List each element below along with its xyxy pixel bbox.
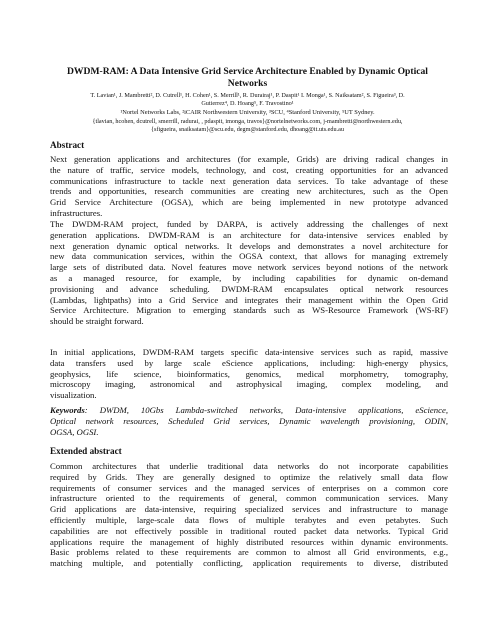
text-line: next generation dynamic optical networks. It develops and demonstrates a novel architecture for — [50, 240, 448, 251]
keywords — [50, 405, 448, 437]
text-line: The DWDM-RAM project, funded by DARPA, is actively addressing the challenges of next — [50, 219, 448, 229]
text-line: large sets of distributed data. Novel features move network services beyond notions of the network — [50, 262, 448, 273]
extended-abstract-heading: Extended abstract — [50, 446, 122, 456]
text-line: Grid Service Architecture (OGSA), which are being implemented in new prototype advanced — [50, 197, 448, 208]
extended-paragraph-1 — [50, 461, 448, 569]
text-line: the nature of traffic, service models, technology, and cost, creating opportunities for an advanced — [50, 164, 448, 175]
title-line-2: Networks — [227, 78, 268, 89]
text-line: trends and opportunities, research communities are creating new architectures, such as the Open — [50, 186, 448, 197]
text-line: infrastructures. — [50, 207, 103, 218]
text-line: communications infrastructure to tackle next generation data services. To take advantage of these — [50, 175, 448, 186]
text-line: applications require the management of highly distributed resources within dynamic environments. — [50, 536, 448, 547]
text-line: generation applications. DWDM-RAM is an architecture for data-intensive services enabled by — [50, 229, 448, 240]
emails-line-1: {tlavian, hcohen, dcutrell, smerrill, radurai, , pdaspit, imonga, travos}@nortelnetworks.com, j-mambretti@northwestern.edu, — [92, 118, 403, 125]
text-line: capabilities are not effectively possible in traditional routed packet data networks. Typical Grid — [50, 525, 448, 536]
text-line: visualization. — [50, 390, 97, 401]
text-line: requirements of consumer services and the managed services of enterprises on a common core — [50, 482, 448, 493]
text-line: Basic problems related to these requirements are common to almost all Grid environments, e.g., — [50, 547, 448, 558]
text-line: Service Architecture. Migration to emerging standards such as WS-Resource Framework (WS-RF) — [50, 305, 448, 316]
text-line: data transfers used by large scale eScience applications, including: high-energy physics, — [50, 357, 448, 368]
author-emails — [40, 118, 455, 133]
text-line: new data communication services, within the OGSA context, that allows for managing extremely — [50, 251, 448, 262]
text-line: Next generation applications and architectures (for example, Grids) are driving radical changes in — [50, 154, 448, 164]
paper-title — [40, 66, 455, 90]
text-line: provisioning and advance scheduling. DWDM-RAM encapsulates optical network resources — [50, 283, 448, 294]
abstract-paragraph-2 — [50, 219, 448, 327]
title-line-1: DWDM-RAM: A Data Intensive Grid Service Architecture Enabled by Dynamic Optical — [67, 66, 428, 77]
affiliations: ¹Nortel Networks Labs, ²iCAIR Northwestern University, ³SCU, ⁴Stanford University, ⁵UT Sydney. — [120, 109, 375, 116]
text-line: geophysics, life science, bioinformatics, genomics, medical morphometry, tomography, — [50, 368, 448, 379]
text-line: Common architectures that underlie traditional data networks do not incorporate capabilities — [50, 461, 448, 471]
text-line: required by Grids. They are generally designed to optimize the relatively small data flow — [50, 471, 448, 482]
authors-line-1: T. Lavian¹, J. Mambretti², D. Cutrell¹, H. Cohen¹, S. Merrill¹, R. Durairaj¹, P. Daspit¹ I. Monga¹, S. Naiksatam², S. Figueira³, D. — [90, 92, 405, 99]
text-line: as a managed resource, for example, by including capabilities for dynamic on-demand — [50, 272, 448, 283]
text-line: infrastructure oriented to the requirements of general, common communication services. Many — [50, 493, 448, 504]
keywords-line-3: OGSA, OGSI. — [50, 426, 99, 437]
author-list — [40, 92, 455, 107]
keywords-label: Keywords — [50, 405, 85, 415]
text-line: microscopy imaging, astronomical and astrophysical imaging, complex modeling, and — [50, 379, 448, 390]
emails-line-2: {sfigueira, snaiksatam}@scu.edu, degm@stanford.edu, dhoang@it.uts.edu.au — [151, 125, 344, 133]
abstract-paragraph-1 — [50, 154, 448, 219]
abstract-heading: Abstract — [50, 140, 85, 150]
keywords-text: : DWDM, 10Gbs Lambda-switched networks, Data-intensive applications, eScience, — [84, 405, 448, 415]
text-line: Grid applications are data-intensive, requiring specialized services and infrastructure to manage — [50, 504, 448, 515]
keywords-line-1 — [50, 405, 448, 416]
text-line: should be straight forward. — [50, 316, 144, 327]
text-line: In initial applications, DWDM-RAM targets specific data-intensive services such as rapid, massive — [50, 347, 448, 357]
authors-line-2: Gutierrez⁴, D. Hoang⁵, F. Travostino¹ — [201, 99, 294, 107]
text-line: (Lambdas, lightpaths) into a Grid Service and integrates their management within the Open Grid — [50, 294, 448, 305]
abstract-paragraph-3 — [50, 347, 448, 401]
text-line: matching multiple, and potentially conflicting, application requirements to diverse, distributed — [50, 558, 448, 569]
text-line: efficiently multiple, large-scale data flows of multiple terabytes and even petabytes. Such — [50, 514, 448, 525]
keywords-line-2: Optical network resources, Scheduled Grid services, Dynamic wavelength provisioning, ODIN, — [50, 415, 448, 426]
